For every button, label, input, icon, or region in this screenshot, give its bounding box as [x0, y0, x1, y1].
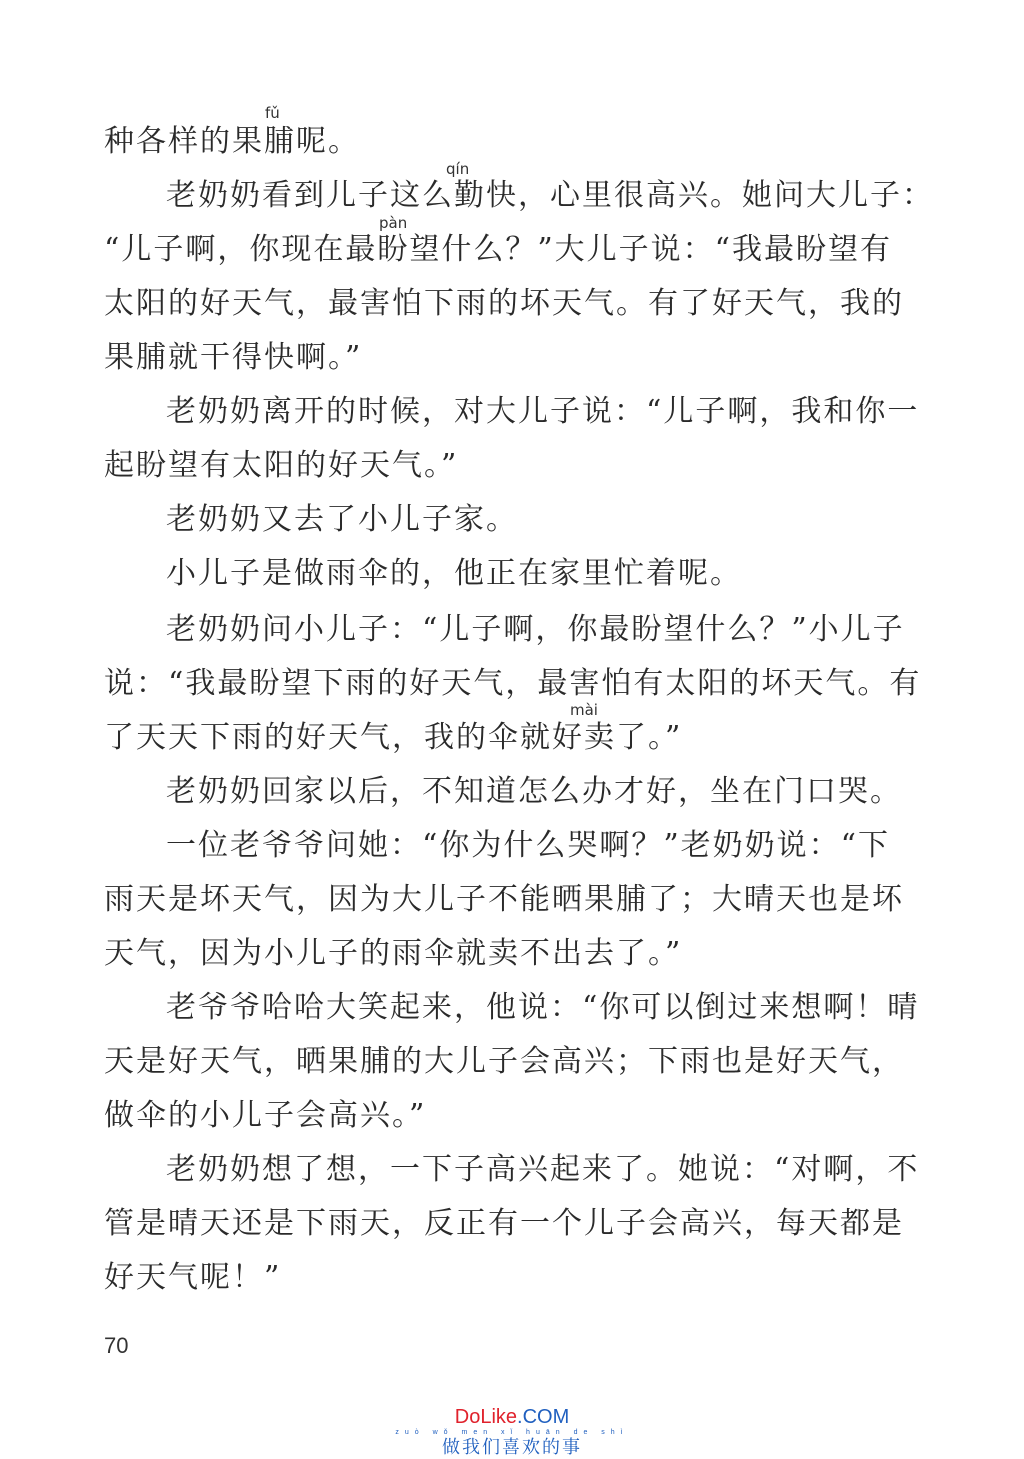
text-line: 雨天是坏天气，因为大儿子不能晒果脯了；大晴天也是坏	[104, 882, 904, 917]
text-line: 太阳的好天气，最害怕下雨的坏天气。有了好天气，我的	[104, 286, 904, 321]
text-line: 老奶奶问小儿子：“儿子啊，你最盼望什么？”小儿子	[166, 612, 905, 647]
text-line: 一位老爷爷问她：“你为什么哭啊？”老奶奶说：“下	[166, 828, 891, 863]
text-line: 好天气呢！”	[104, 1260, 282, 1295]
watermark-logo	[0, 1405, 1024, 1429]
text-line: 起盼望有太阳的好天气。”	[104, 448, 459, 483]
text-line: 老奶奶想了想，一下子高兴起来了。她说：“对啊，不	[166, 1152, 920, 1187]
watermark-brand: DoLike	[454, 1406, 518, 1428]
text-line: 老奶奶看到儿子这么勤快，心里很高兴。她问大儿子：	[166, 178, 934, 213]
text-line: 老爷爷哈哈大笑起来，他说：“你可以倒过来想啊！晴	[166, 990, 920, 1025]
text-line: 说：“我最盼望下雨的好天气，最害怕有太阳的坏天气。有	[104, 666, 922, 701]
pinyin-fu: fǔ	[265, 104, 280, 122]
text-line: 天是好天气，晒果脯的大儿子会高兴；下雨也是好天气，	[104, 1044, 904, 1079]
text-line: 天气，因为小儿子的雨伞就卖不出去了。”	[104, 936, 683, 971]
watermark-domain: .COM	[517, 1406, 570, 1428]
text-line: 老奶奶回家以后，不知道怎么办才好，坐在门口哭。	[166, 774, 902, 809]
page-number: 70	[104, 1333, 129, 1358]
text-line: 做伞的小儿子会高兴。”	[104, 1098, 427, 1133]
watermark-pinyin: zuò wǒ men xǐ huān de shì	[395, 1429, 629, 1436]
text-line: 果脯就干得快啊。”	[104, 340, 363, 375]
text-line: 种各样的果脯呢。	[104, 124, 360, 159]
text-line: 老奶奶又去了小儿子家。	[166, 502, 518, 537]
text-line: 管是晴天还是下雨天，反正有一个儿子会高兴，每天都是	[104, 1206, 904, 1241]
text-line: 小儿子是做雨伞的，他正在家里忙着呢。	[166, 556, 742, 591]
pinyin-pan: pàn	[379, 214, 408, 232]
pinyin-mai: mài	[570, 701, 598, 719]
watermark	[0, 1405, 1024, 1459]
pinyin-qin: qín	[446, 160, 470, 178]
text-line: “儿子啊，你现在最盼望什么？”大儿子说：“我最盼望有	[104, 232, 893, 267]
text-line: 老奶奶离开的时候，对大儿子说：“儿子啊，我和你一	[166, 394, 920, 429]
text-line: 了天天下雨的好天气，我的伞就好卖了。”	[104, 720, 683, 755]
watermark-slogan: 做我们喜欢的事	[442, 1437, 582, 1458]
